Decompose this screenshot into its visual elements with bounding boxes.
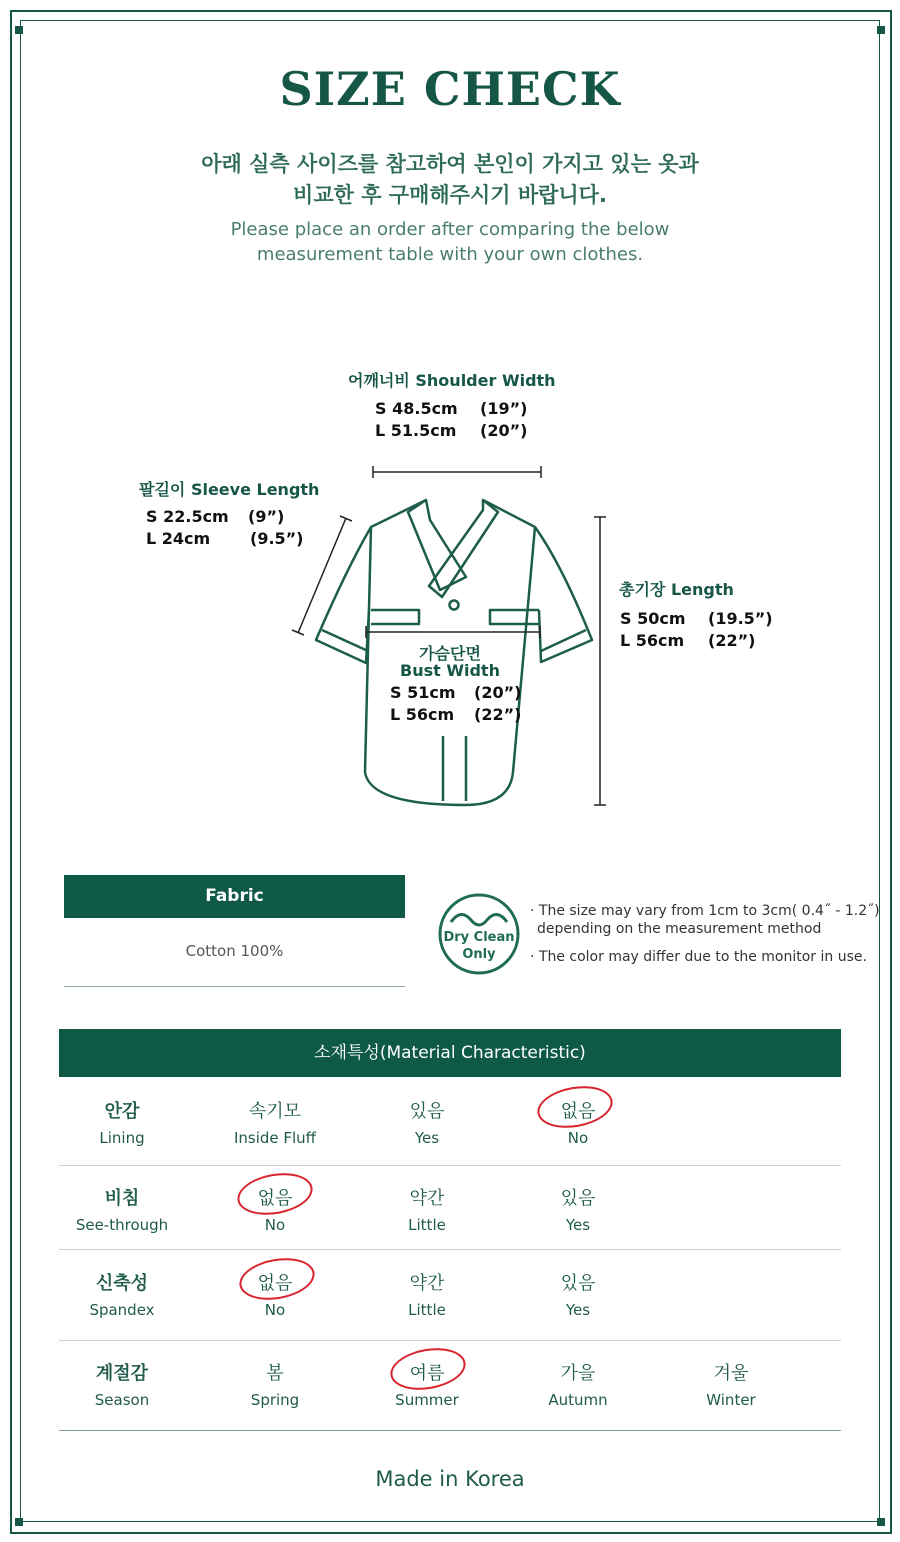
dry-clean-text-1: Dry Clean (443, 930, 515, 945)
intro-english-line-1: Please place an order after comparing the below (230, 219, 670, 240)
sleeve-l-inch: (9.5”) (250, 529, 304, 548)
spandex-option-no: 없음 No (257, 1273, 293, 1319)
row-spandex-head: 신축성 Spandex (89, 1273, 155, 1319)
length-l-inch: (22”) (708, 631, 756, 650)
row-lining-head: 안감 Lining (99, 1101, 145, 1147)
table-bottom-line (59, 1430, 841, 1431)
dry-clean-text-2: Only (462, 947, 496, 962)
dry-clean-icon (437, 892, 521, 976)
bust-s-value: S 51cm (390, 683, 456, 702)
lining-option-fluff: 속기모 Inside Fluff (233, 1101, 317, 1147)
made-in-label: Made in Korea (375, 1467, 525, 1491)
length-s-value: S 50cm (620, 609, 686, 628)
row-season-head: 계절감 Season (94, 1363, 150, 1409)
bust-l-inch: (22”) (474, 705, 522, 724)
row-divider (59, 1165, 841, 1166)
season-option-winter: 겨울 Winter (706, 1363, 756, 1409)
spandex-option-little: 약간 Little (408, 1273, 446, 1319)
fabric-value: Cotton 100% (185, 942, 284, 960)
see-through-option-no: 없음 No (257, 1188, 293, 1234)
intro-korean-line-1: 아래 실측 사이즈를 참고하여 본인이 가지고 있는 옷과 (201, 152, 699, 176)
total-length-label: 총기장 Length (619, 580, 734, 599)
intro-english-line-2: measurement table with your own clothes. (256, 244, 644, 265)
sleeve-s-value: S 22.5cm (146, 507, 229, 526)
lining-option-yes: 있음 Yes (409, 1101, 445, 1147)
shoulder-s-inch: (19”) (480, 399, 528, 418)
row-divider (59, 1249, 841, 1250)
shoulder-l-inch: (20”) (480, 421, 528, 440)
fabric-header: Fabric (64, 875, 405, 918)
bust-s-inch: (20”) (474, 683, 522, 702)
sleeve-length-label: 팔길이 Sleeve Length (139, 480, 320, 499)
bust-width-label-en: Bust Width (400, 661, 500, 680)
sleeve-l-value: L 24cm (146, 529, 211, 548)
season-option-summer: 여름 Summer (395, 1363, 459, 1409)
corner-mark (877, 1518, 885, 1526)
row-see-through-head: 비침 See-through (75, 1188, 169, 1234)
bust-width-label-ko: 가슴단면 (419, 644, 481, 663)
note-color-differ: · The color may differ due to the monitor in use. (530, 949, 867, 965)
length-s-inch: (19.5”) (708, 609, 773, 628)
shoulder-l-value: L 51.5cm (375, 421, 457, 440)
lining-option-no: 없음 No (560, 1101, 596, 1147)
corner-mark (15, 1518, 23, 1526)
spandex-option-yes: 있음 Yes (560, 1273, 596, 1319)
material-header: 소재특성(Material Characteristic) (59, 1029, 841, 1077)
fabric-divider (64, 986, 405, 987)
season-option-spring: 봄 Spring (250, 1363, 300, 1409)
length-l-value: L 56cm (620, 631, 685, 650)
shoulder-s-value: S 48.5cm (375, 399, 458, 418)
note-size-vary: · The size may vary from 1cm to 3cm( 0.4˝ - 1.2˝) (530, 903, 880, 919)
sleeve-s-inch: (9”) (248, 507, 285, 526)
season-option-autumn: 가을 Autumn (548, 1363, 608, 1409)
intro-korean-line-2: 비교한 후 구매해주시기 바랍니다. (293, 183, 607, 207)
see-through-option-little: 약간 Little (408, 1188, 446, 1234)
shoulder-width-label: 어깨너비 Shoulder Width (348, 371, 556, 390)
note-measurement-method: depending on the measurement method (537, 921, 822, 937)
bust-l-value: L 56cm (390, 705, 455, 724)
row-divider (59, 1340, 841, 1341)
page-title: SIZE CHECK (279, 62, 621, 116)
see-through-option-yes: 있음 Yes (560, 1188, 596, 1234)
